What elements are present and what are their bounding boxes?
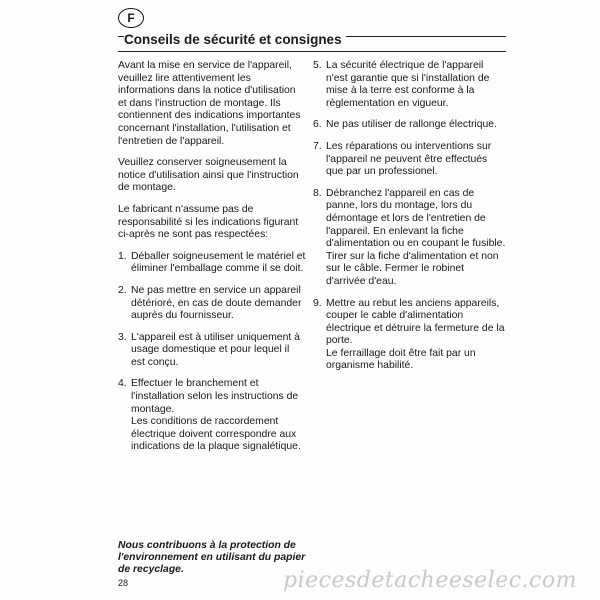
list-item bbox=[313, 119, 506, 132]
intro-paragraphs bbox=[118, 60, 306, 242]
item-line: Les conditions de raccordement électrique doivent correspondre aux indications de la plaque signalétique. bbox=[131, 416, 301, 453]
item-text bbox=[326, 119, 506, 132]
right-column bbox=[313, 60, 506, 382]
item-text bbox=[326, 60, 506, 110]
item-number: 2. bbox=[118, 284, 127, 296]
list-item bbox=[118, 251, 306, 276]
list-item bbox=[118, 378, 306, 454]
page-number: 28 bbox=[118, 578, 129, 588]
intro-paragraph: Avant la mise en service de l'appareil, veuillez lire attentivement les informations dans la notice d'utilisation et dans l'instruction de montage. Ils contiennent des indications importantes concernant l'installation, l'utilisation et l'entretien de l'appareil. bbox=[118, 60, 301, 147]
item-number: 8. bbox=[313, 187, 322, 199]
page-title: Conseils de sécurité et consignes bbox=[124, 32, 346, 47]
right-safety-list bbox=[313, 60, 506, 373]
item-text bbox=[326, 298, 506, 374]
item-line: Le ferraillage doit être fait par un organisme habilité. bbox=[326, 347, 476, 372]
item-number: 5. bbox=[313, 60, 322, 71]
item-text bbox=[131, 378, 306, 454]
item-line: Effectuer le branchement et l'installation selon les instructions de montage. bbox=[131, 378, 299, 415]
list-item bbox=[118, 332, 306, 370]
item-text bbox=[131, 285, 306, 323]
item-line: La sécurité électrique de l'appareil n'est garantie que si l'installation de mise à la terre est conforme à la règlementation en vigueur. bbox=[326, 60, 490, 109]
list-item bbox=[313, 60, 506, 110]
left-column bbox=[118, 60, 306, 463]
item-number: 7. bbox=[313, 140, 322, 152]
intro-paragraph: Veuillez conserver soigneusement la notice d'utilisation ainsi que l'instruction de montage. bbox=[118, 157, 299, 194]
list-item bbox=[313, 141, 506, 179]
item-line: Les réparations ou interventions sur l'appareil ne peuvent être effectués que par un professionel. bbox=[326, 140, 492, 178]
item-line: L'appareil est à utiliser uniquement à usage domestique et pour lequel il est conçu. bbox=[131, 331, 300, 368]
left-safety-list bbox=[118, 251, 306, 454]
item-text bbox=[131, 332, 306, 370]
list-item bbox=[118, 285, 306, 323]
watermark-text: piecesdetacheeselec.com bbox=[283, 568, 577, 593]
item-number: 3. bbox=[118, 331, 127, 343]
item-text bbox=[326, 141, 506, 179]
item-line: Déballer soigneusement le matériel et éliminer l'emballage comme il se doit. bbox=[131, 250, 306, 275]
item-line: Ne pas mettre en service un appareil détérioré, en cas de doute demander auprès du fournisseur. bbox=[131, 284, 302, 322]
item-text bbox=[131, 251, 306, 276]
language-badge: F bbox=[118, 8, 144, 28]
item-number: 4. bbox=[118, 378, 127, 390]
item-line: Mettre au rebut les anciens appareils, couper le cable d'alimentation électrique et détruire la fermeture de la porte. bbox=[326, 297, 505, 347]
item-number: 9. bbox=[313, 297, 322, 309]
intro-paragraph: Le fabricant n'assume pas de responsabilité si les indications figurant ci-après ne sont pas respectées: bbox=[118, 203, 299, 241]
recycling-note: Nous contribuons à la protection de l'environnement en utilisant du papier de recyclage. bbox=[118, 540, 306, 576]
item-line: Ne pas utiliser de rallonge électrique. bbox=[326, 119, 497, 131]
item-number: 1. bbox=[118, 250, 127, 262]
list-item bbox=[313, 188, 506, 289]
item-text bbox=[326, 188, 506, 289]
item-line: Débranchez l'appareil en cas de panne, lors du montage, lors du démontage et lors de l'entretien de l'appareil. En enlevant la fiche d'alimentation ou en coupant le fusible. Tirer sur la fiche d'alimentation et non sur le câble. Fermer le robinet d'arrivée d'eau. bbox=[326, 187, 506, 287]
list-item bbox=[313, 298, 506, 374]
item-number: 6. bbox=[313, 119, 322, 131]
